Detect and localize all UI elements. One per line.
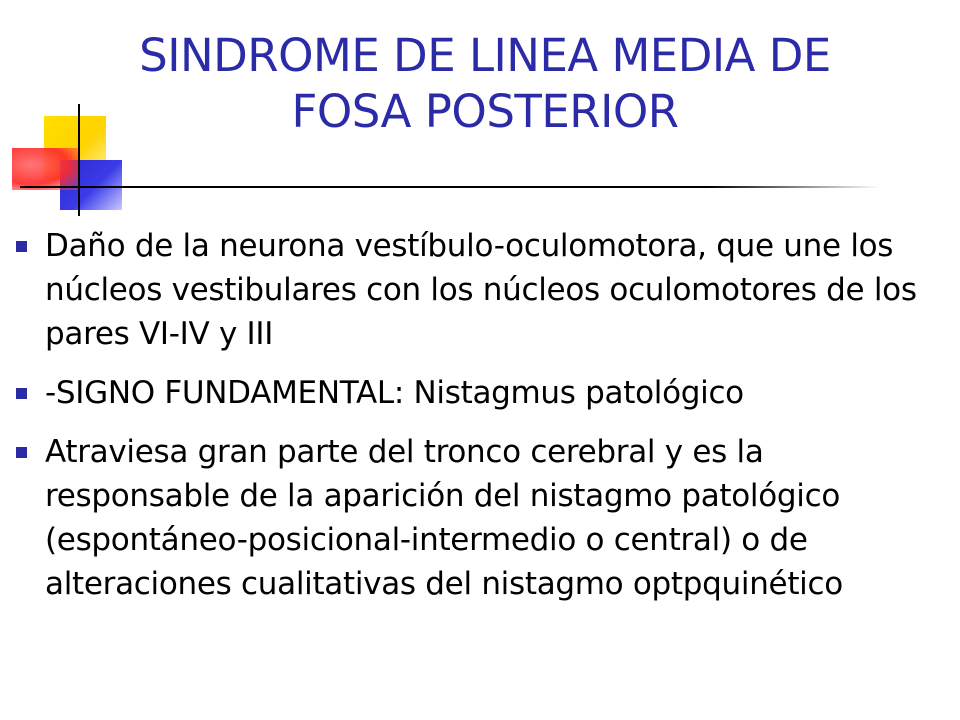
bullet-square-icon xyxy=(16,241,27,252)
title-line-2: FOSA POSTERIOR xyxy=(291,85,679,138)
title-line-1: SINDROME DE LINEA MEDIA DE xyxy=(139,29,831,82)
slide-title xyxy=(20,28,950,140)
bullet-text: -SIGNO FUNDAMENTAL: Nistagmus patológico xyxy=(45,375,744,411)
bullet-list xyxy=(0,224,960,621)
bullet-text: Atraviesa gran parte del tronco cerebral y es la responsable de la aparición del nistagmo patológico (espontáneo-posicional-intermedio o central) o de alteraciones cualitativas del nistagmo optpquinético xyxy=(45,434,843,602)
bullet-square-icon xyxy=(16,447,27,458)
bullet-item xyxy=(0,430,960,606)
bullet-item xyxy=(0,371,960,415)
bullet-text: Daño de la neurona vestíbulo-oculomotora, que une los núcleos vestibulares con los núcleos oculomotores de los pares VI-IV y III xyxy=(45,228,917,352)
bullet-item xyxy=(0,224,960,356)
red-square xyxy=(12,148,78,190)
title-divider xyxy=(20,186,880,188)
bullet-square-icon xyxy=(16,388,27,399)
